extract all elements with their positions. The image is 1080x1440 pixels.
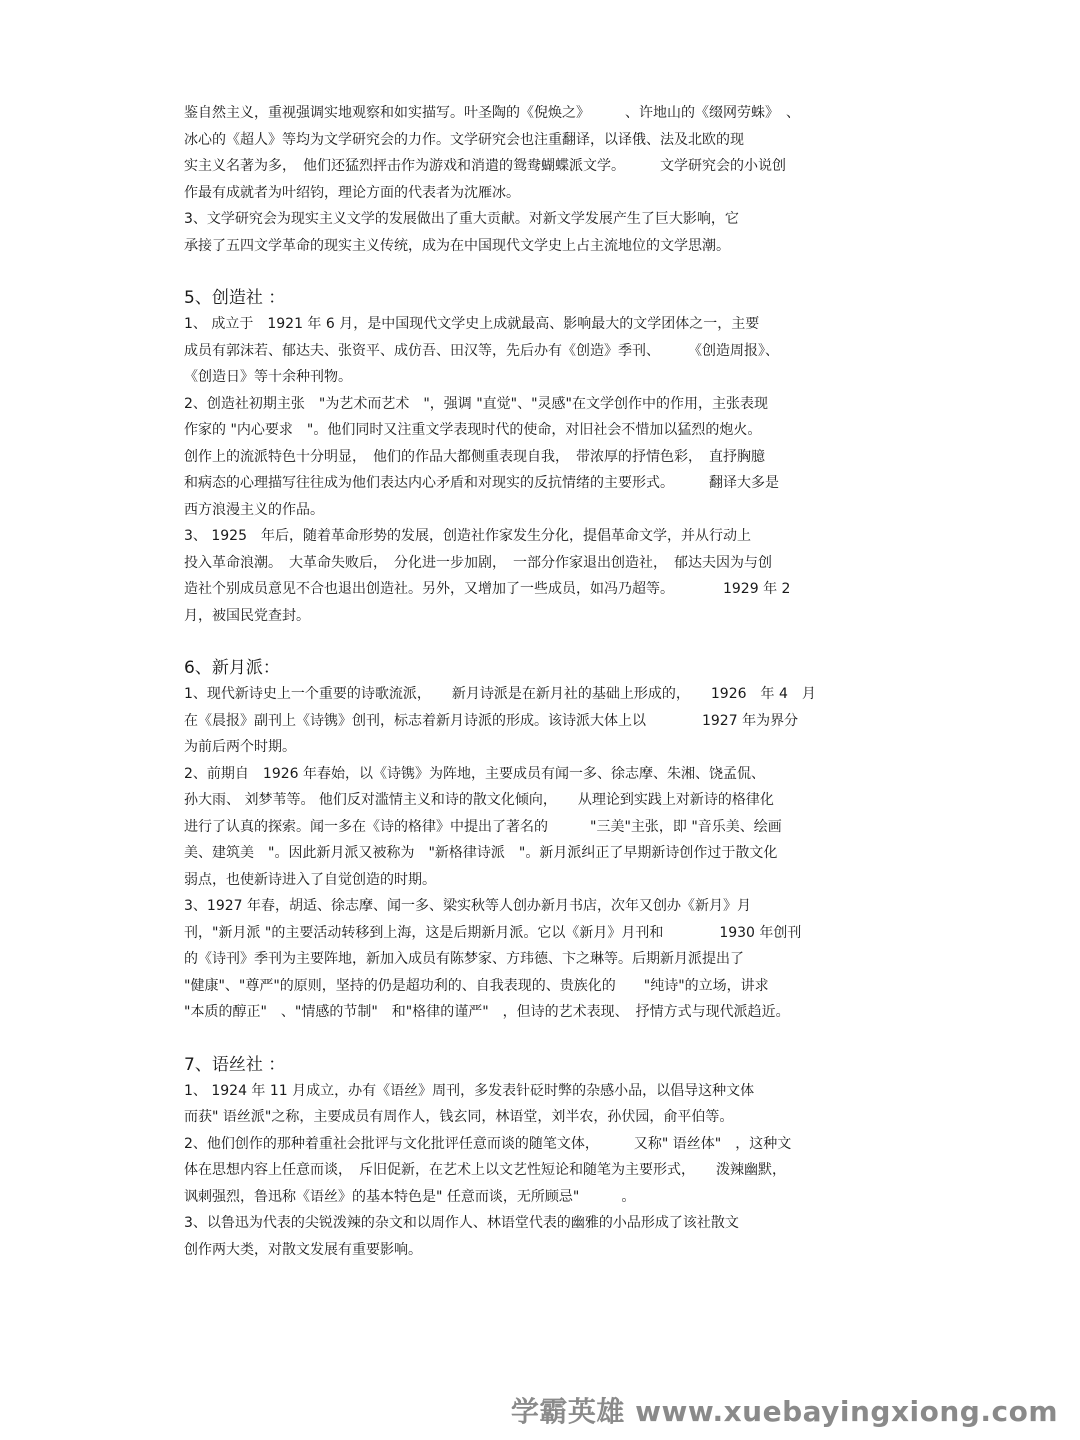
text-line: 2、他们创作的那种着重社会批评与文化批评任意而谈的随笔文体， 又称" 语丝体" ，这种文: [184, 1135, 792, 1152]
text-line: 1、 1924 年 11 月成立，办有《语丝》周刊，多发表针砭时弊的杂感小品，以倡导这种文体: [184, 1082, 755, 1099]
text-line: 的《诗刊》季刊为主要阵地，新加入成员有陈梦家、方玮德、卞之琳等。后期新月派提出了: [184, 951, 744, 967]
text-line: 月，被国民党查封。: [184, 607, 310, 624]
text-line: 实主义名著为多， 他们还猛烈抨击作为游戏和消遣的鸳鸯蝴蝶派文学。 文学研究会的小说创: [184, 158, 786, 174]
text-line: 孙大雨、 刘梦苇等。 他们反对滥情主义和诗的散文化倾向， 从理论到实践上对新诗的格律化: [184, 792, 774, 808]
text-line: 讽刺强烈，鲁迅称《语丝》的基本特色是" 任意而谈，无所顾忌" 。: [184, 1188, 636, 1205]
section-heading: 7、语丝社 ：: [184, 1054, 286, 1075]
intro-paragraphs: [184, 100, 896, 259]
text-line: 《创造日》等十余种刊物。: [184, 369, 352, 385]
section-chuangzaoshe: [184, 285, 896, 629]
text-line: 3、 1925 年后，随着革命形势的发展，创造社作家发生分化，提倡革命文学，并从行动上: [184, 528, 751, 544]
text-line: 创作两大类，对散文发展有重要影响。: [184, 1241, 422, 1258]
text-line: 造社个别成员意见不合也退出创造社。另外，又增加了一些成员，如冯乃超等。 1929 年 2: [184, 581, 791, 597]
text-line: 冰心的《超人》等均为文学研究会的力作。文学研究会也注重翻译，以译俄、法及北欧的现: [184, 131, 744, 148]
text-line: 刊，"新月派 "的主要活动转移到上海，这是后期新月派。它以《新月》月刊和 1930 年创刊: [184, 924, 802, 941]
text-line: 3、文学研究会为现实主义文学的发展做出了重大贡献。对新文学发展产生了巨大影响，它: [184, 211, 739, 227]
text-line: 西方浪漫主义的作品。: [184, 501, 324, 518]
text-line: 投入革命浪潮。 大革命失败后， 分化进一步加剧， 一部分作家退出创造社， 郁达夫因为与创: [184, 554, 772, 571]
text-line: 1、现代新诗史上一个重要的诗歌流派， 新月诗派是在新月社的基础上形成的， 1926 年 4 月: [184, 686, 816, 702]
text-line: 承接了五四文学革命的现实主义传统，成为在中国现代文学史上占主流地位的文学思潮。: [184, 237, 730, 254]
text-line: 为前后两个时期。: [184, 739, 296, 755]
section-heading: 6、新月派：: [184, 658, 280, 678]
watermark-footer: 学霸英雄 www.xuebayingxiong.com: [510, 1395, 1058, 1428]
text-line: 弱点，也使新诗进入了自觉创造的时期。: [184, 871, 436, 888]
section-gap: [184, 1026, 896, 1052]
text-line: "本质的醇正" 、"情感的节制" 和"格律的谨严" ，但诗的艺术表现、 抒情方式与现代派趋近。: [184, 1004, 790, 1020]
section-yusishe: [184, 1052, 896, 1264]
text-line: 在《晨报》副刊上《诗镌》创刊，标志着新月诗派的形成。该诗派大体上以 1927 年为界分: [184, 712, 799, 729]
text-line: 2、创造社初期主张 "为艺术而艺术 "，强调 "直觉"、"灵感"在文学创作中的作用，主张表现: [184, 395, 768, 412]
text-line: 美、建筑美 "。因此新月派又被称为 "新格律诗派 "。新月派纠正了早期新诗创作过于散文化: [184, 845, 778, 861]
text-line: 进行了认真的探索。闻一多在《诗的格律》中提出了著名的 "三美"主张，即 "音乐美、绘画: [184, 818, 782, 835]
text-line: 创作上的流派特色十分明显， 他们的作品大都侧重表现自我， 带浓厚的抒情色彩， 直抒胸臆: [184, 448, 765, 465]
section-gap: [184, 629, 896, 655]
text-line: 而获" 语丝派"之称，主要成员有周作人，钱玄同，林语堂，刘半农，孙伏园，俞平伯等。: [184, 1109, 734, 1125]
text-line: 和病态的心理描写往往成为他们表达内心矛盾和对现实的反抗情绪的主要形式。 翻译大多是: [184, 475, 779, 491]
text-line: 成员有郭沫若、郁达夫、张资平、成仿吾、田汉等，先后办有《创造》季刊、 《创造周报》、: [184, 342, 779, 359]
text-line: 1、 成立于 1921 年 6 月，是中国现代文学史上成就最高、影响最大的文学团体之一，主要: [184, 316, 760, 332]
section-gap: [184, 259, 896, 285]
text-line: 3、1927 年春，胡适、徐志摩、闻一多、梁实秋等人创办新月书店，次年又创办《新月》月: [184, 898, 751, 914]
text-line: 作家的 "内心要求 "。他们同时又注重文学表现时代的使命，对旧社会不惜加以猛烈的炮火。: [184, 422, 762, 438]
text-line: 鉴自然主义，重视强调实地观察和如实描写。叶圣陶的《倪焕之》 、许地山的《缀网劳蛛》 、: [184, 105, 800, 121]
document-body: [184, 100, 896, 1263]
text-line: "健康"、"尊严"的原则，坚持的仍是超功利的、自我表现的、贵族化的 "纯诗"的立场，讲求: [184, 977, 769, 994]
section-xinyuepai: [184, 655, 896, 1026]
text-line: 体在思想内容上任意而谈， 斥旧促新，在艺术上以文艺性短论和随笔为主要形式， 泼辣幽默，: [184, 1162, 786, 1178]
text-line: 3、以鲁迅为代表的尖锐泼辣的杂文和以周作人、林语堂代表的幽雅的小品形成了该社散文: [184, 1215, 739, 1231]
section-heading: 5、创造社 ：: [184, 288, 286, 308]
text-line: 2、前期自 1926 年春始，以《诗镌》为阵地，主要成员有闻一多、徐志摩、朱湘、饶孟侃、: [184, 765, 765, 782]
text-line: 作最有成就者为叶绍钧，理论方面的代表者为沈雁冰。: [184, 184, 520, 201]
